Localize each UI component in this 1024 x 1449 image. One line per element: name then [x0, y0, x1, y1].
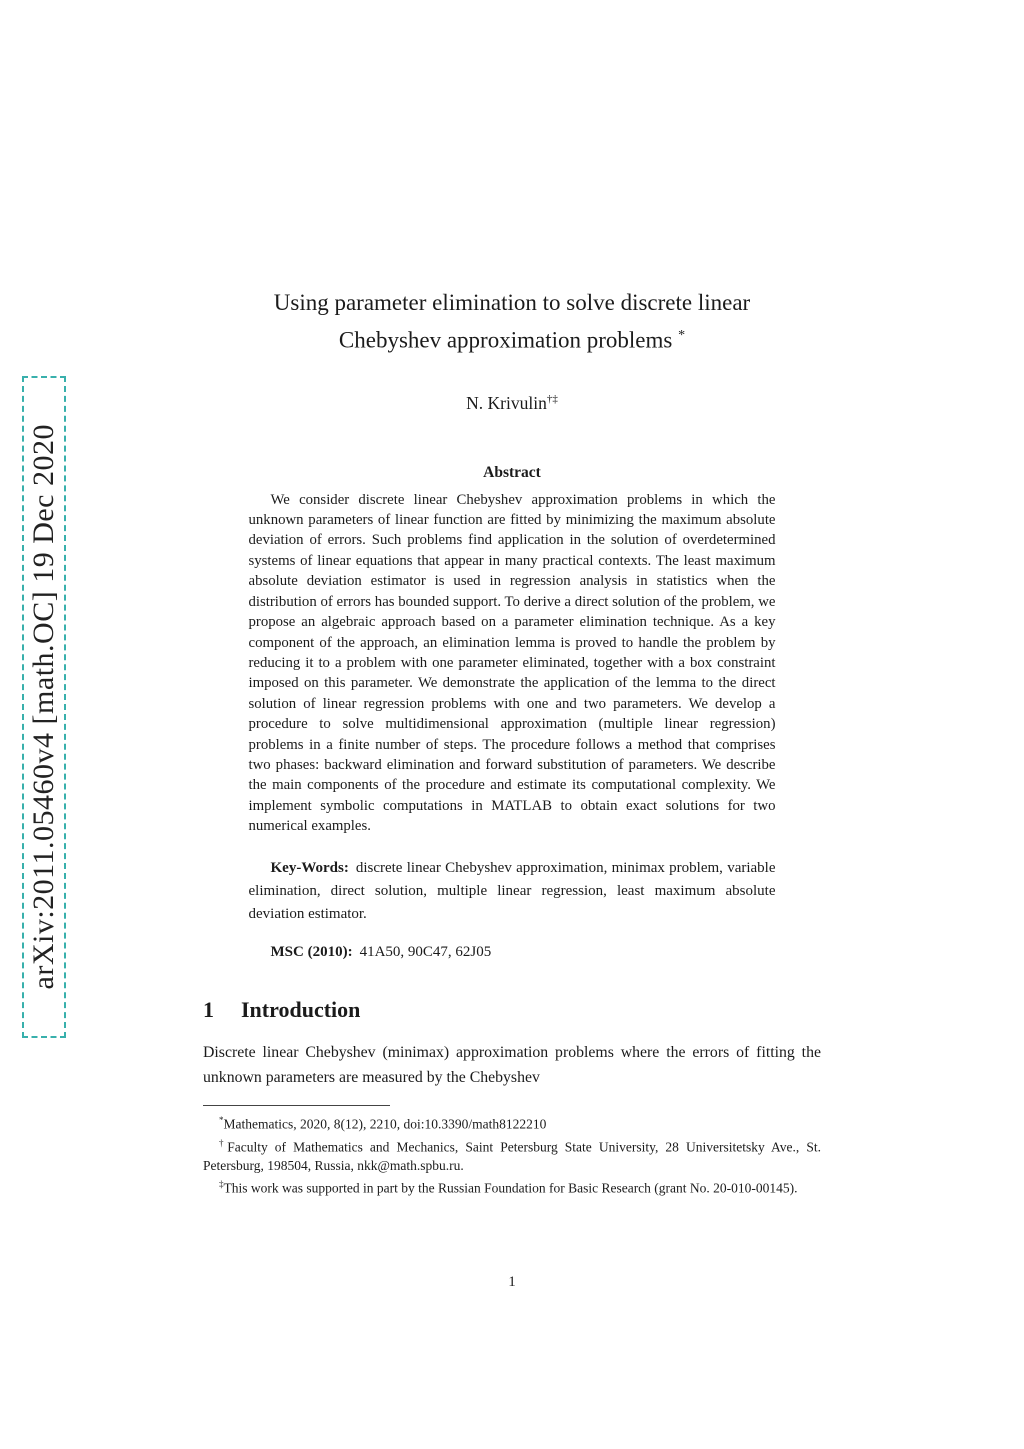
msc-label: MSC (2010): — [270, 943, 353, 960]
title-footnote-marker: * — [678, 328, 686, 343]
author-footnote-marks: †‡ — [546, 392, 558, 405]
keywords-label: Key-Words: — [270, 859, 349, 876]
intro-paragraph: Discrete linear Chebyshev (minimax) approximation problems where the errors of fitting the unknown parameters are measured by the Chebyshev — [203, 1043, 821, 1086]
abstract-heading: Abstract — [483, 463, 541, 481]
footnote-3-text: This work was supported in part by the Russian Foundation for Basic Research (grant No. 20-010-00145). — [223, 1180, 798, 1196]
keywords-text: discrete linear Chebyshev approximation, minimax problem, variable elimination, direct solution, multiple linear regression, least maximum absolute deviation estimator. — [248, 859, 776, 922]
paper-title — [203, 286, 821, 357]
footnote-2-text: Faculty of Mathematics and Mechanics, Saint Petersburg State University, 28 Universitetsky Ave., St. Petersburg, 198504, Russia, nkk@math.spbu.ru. — [203, 1139, 821, 1174]
arxiv-watermark-text: arXiv:2011.05460v4 [math.OC] 19 Dec 2020 — [27, 424, 60, 990]
footnote-1 — [203, 1111, 821, 1134]
footnote-3-marker: ‡ — [219, 1179, 224, 1190]
paper-content — [203, 286, 821, 1198]
footnote-1-marker: * — [219, 1115, 224, 1126]
abstract-text: We consider discrete linear Chebyshev approximation problems in which the unknown parameters of linear function are fitted by minimizing the maximum absolute deviation of errors. Such problems find application in the solution of overdetermined systems of linear equations that appear in many practical contexts. The least maximum absolute deviation estimator is used in regression analysis in statistics when the distribution of errors has bounded support. To derive a direct solution of the problem, we propose an algebraic approach based on a parameter elimination technique. As a key component of the approach, an elimination lemma is proved to handle the problem by reducing it to a problem with one parameter eliminated, together with a box constraint imposed on this parameter. We demonstrate the application of the lemma to the direct solution of linear regression problems with one and two parameters. We develop a procedure to solve multidimensional approximation (multiple linear regression) problems in a finite number of steps. The procedure follows a method that comprises two phases: backward elimination and forward substitution of parameters. We describe the main components of the procedure and estimate its computational complexity. We implement symbolic computations in MATLAB to obtain exact solutions for two numerical examples. — [248, 491, 776, 835]
footnote-2-marker: † — [219, 1137, 228, 1148]
author-name: N. Krivulin — [466, 392, 547, 413]
footnote-1-text: Mathematics, 2020, 8(12), 2210, doi:10.3390/math8122210 — [223, 1116, 547, 1132]
title-line2: Chebyshev approximation problems — [338, 327, 673, 353]
page-number: 1 — [508, 1274, 516, 1290]
section-heading — [203, 997, 821, 1023]
footnotes — [203, 1111, 821, 1198]
footnote-2 — [203, 1134, 821, 1176]
title-line1: Using parameter elimination to solve discrete linear — [273, 290, 751, 315]
msc-paragraph — [249, 941, 776, 964]
section-title: Introduction — [241, 996, 361, 1022]
keywords-paragraph — [249, 857, 776, 926]
footnote-3 — [203, 1175, 821, 1198]
footnote-rule — [203, 1105, 390, 1106]
section-number: 1 — [203, 996, 214, 1022]
arxiv-watermark — [22, 376, 66, 1038]
msc-text: 41A50, 90C47, 62J05 — [359, 943, 492, 960]
author-line — [203, 393, 821, 414]
